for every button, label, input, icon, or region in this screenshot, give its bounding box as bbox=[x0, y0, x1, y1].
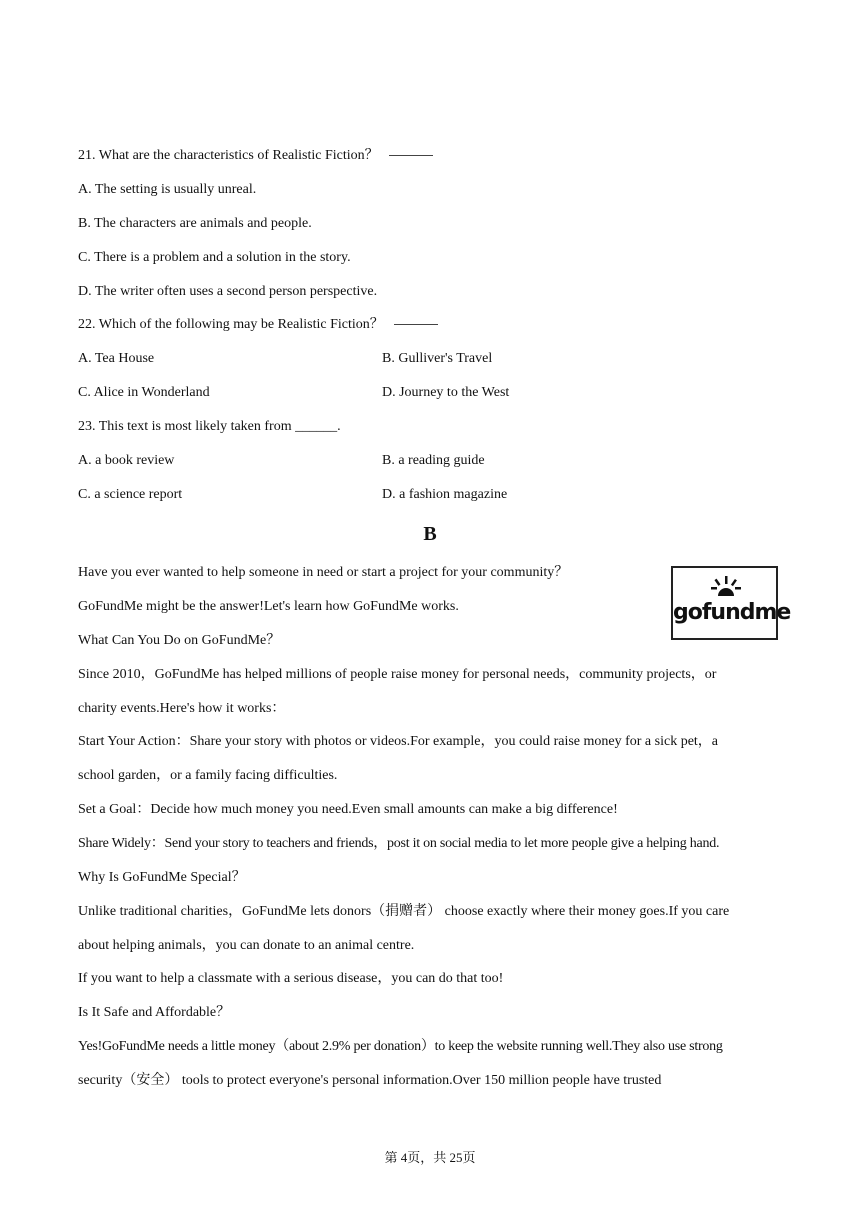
q23-option-b: B. a reading guide bbox=[382, 453, 485, 468]
q22-option-c: C. Alice in Wonderland bbox=[78, 385, 210, 400]
answer-blank bbox=[394, 324, 438, 325]
body-line: GoFundMe might be the answer!Let's learn how GoFundMe works. bbox=[78, 599, 459, 614]
page-number: 第 4页，共 25页 bbox=[384, 1150, 476, 1165]
body-line: Unlike traditional charities，GoFundMe lets donors（捐赠者） choose exactly where their money goes.If you care bbox=[78, 904, 730, 919]
body-line: Set a Goal：Decide how much money you need.Even small amounts can make a big difference! bbox=[78, 802, 618, 817]
logo-wordmark: gofundme bbox=[673, 600, 791, 625]
body-line: about helping animals，you can donate to an animal centre. bbox=[78, 938, 415, 953]
sun-rays-icon bbox=[711, 576, 741, 598]
q21-option-c: C. There is a problem and a solution in the story. bbox=[78, 250, 351, 265]
q22-stem bbox=[78, 316, 438, 334]
q22-option-d: D. Journey to the West bbox=[382, 385, 510, 400]
subheading-what-can-you-do: What Can You Do on GoFundMe？ bbox=[78, 633, 281, 648]
q21-option-d: D. The writer often uses a second person perspective. bbox=[78, 284, 378, 299]
body-line: Have you ever wanted to help someone in need or start a project for your community？ bbox=[78, 565, 569, 580]
gofundme-logo bbox=[671, 566, 791, 640]
q21-option-a: A. The setting is usually unreal. bbox=[78, 182, 257, 197]
answer-blank bbox=[389, 155, 433, 156]
q21-stem bbox=[78, 147, 433, 165]
q22-option-b: B. Gulliver's Travel bbox=[382, 351, 493, 366]
q23-option-c: C. a science report bbox=[78, 487, 183, 502]
body-line: Yes!GoFundMe needs a little money（about 2.9% per donation）to keep the website running well.They also use strong bbox=[78, 1039, 723, 1054]
q23-option-d: D. a fashion magazine bbox=[382, 487, 508, 502]
q21-stem-text: 21. What are the characteristics of Realistic Fiction？ bbox=[78, 148, 379, 163]
body-line: Share Widely：Send your story to teachers and friends，post it on social media to let more people give a helping hand. bbox=[78, 836, 720, 851]
q22-option-a: A. Tea House bbox=[78, 351, 155, 366]
section-b-heading: B bbox=[423, 523, 437, 545]
body-line: school garden，or a family facing difficulties. bbox=[78, 768, 338, 783]
q21-option-b: B. The characters are animals and people. bbox=[78, 216, 312, 231]
body-line: Start Your Action：Share your story with photos or videos.For example，you could raise money for a sick pet，a bbox=[78, 734, 719, 749]
body-line: security（安全） tools to protect everyone's personal information.Over 150 million people have trusted bbox=[78, 1073, 662, 1088]
body-line: charity events.Here's how it works： bbox=[78, 701, 286, 716]
body-line: If you want to help a classmate with a serious disease，you can do that too! bbox=[78, 971, 504, 986]
q23-stem: 23. This text is most likely taken from ______. bbox=[78, 419, 341, 434]
subheading-why-special: Why Is GoFundMe Special？ bbox=[78, 870, 246, 885]
q23-option-a: A. a book review bbox=[78, 453, 175, 468]
subheading-safe-affordable: Is It Safe and Affordable？ bbox=[78, 1005, 231, 1020]
body-line: Since 2010，GoFundMe has helped millions of people raise money for personal needs，community projects，or bbox=[78, 667, 717, 682]
q22-stem-text: 22. Which of the following may be Realistic Fiction？ bbox=[78, 317, 384, 332]
